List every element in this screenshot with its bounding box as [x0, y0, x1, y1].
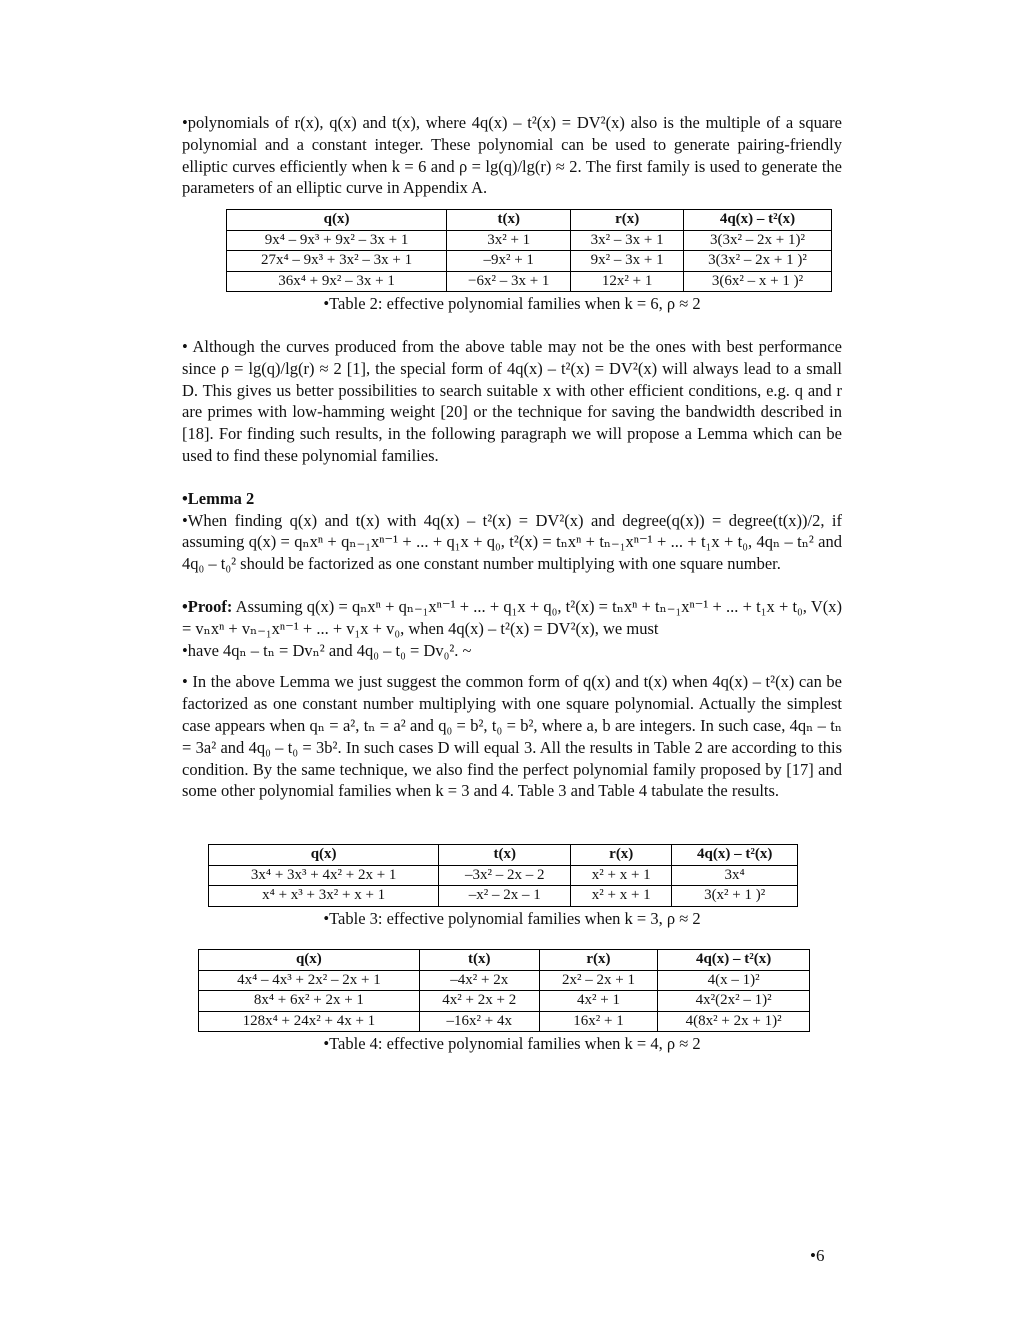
table-row: [227, 271, 832, 292]
header-cell: q(x): [227, 210, 447, 231]
table-cell: 4x²(2x² – 1)²: [658, 991, 810, 1012]
table-cell: 3x⁴: [672, 865, 798, 886]
table-2-caption: •Table 2: effective polynomial families when k = 6, ρ ≈ 2: [323, 294, 701, 314]
table-header-row: [199, 950, 810, 971]
header-cell: 4q(x) – t²(x): [658, 950, 810, 971]
header-cell: r(x): [571, 210, 684, 231]
header-cell: t(x): [447, 210, 571, 231]
table-cell: 16x² + 1: [539, 1011, 658, 1032]
page-number: •6: [810, 1246, 825, 1265]
table-cell: 8x⁴ + 6x² + 2x + 1: [199, 991, 420, 1012]
table-header-row: [227, 210, 832, 231]
paragraph-intro: •polynomials of r(x), q(x) and t(x), where 4q(x) – t²(x) = DV²(x) also is the multiple of a square polynomial and a constant integer. These polynomial can be used to generate pairing-friendly elliptic curves efficiently when k = 6 and ρ = lg(q)/lg(r) ≈ 2. The first family is used to generate the parameters of an elliptic curve in Appendix A.: [182, 113, 842, 198]
table-3-caption: •Table 3: effective polynomial families when k = 3, ρ ≈ 2: [323, 908, 701, 928]
paragraph-explanation: • In the above Lemma we just suggest the common form of q(x) and t(x) when 4q(x) – t²(x) can be factorized as one constant number multiplying with one square polynomial. Actually the simplest case appears when qₙ = a², tₙ = a² and q₀ = b², t₀ = b², where a, b are integers. In such case, 4qₙ – tₙ = 3a² and 4q₀ – t₀ = 3b². In such cases D will equal 3. All the results in Table 2 are according to this condition. By the same technique, we also find the perfect polynomial family proposed by [17] and some other polynomial families when k = 3 and 4. Table 3 and Table 4 tabulate the results.: [182, 672, 842, 801]
table-cell: x⁴ + x³ + 3x² + x + 1: [209, 886, 439, 907]
table-cell: 128x⁴ + 24x² + 4x + 1: [199, 1011, 420, 1032]
header-cell: q(x): [199, 950, 420, 971]
header-cell: q(x): [209, 845, 439, 866]
table-2: [226, 209, 832, 292]
table-cell: 9x⁴ – 9x³ + 9x² – 3x + 1: [227, 230, 447, 251]
proof-conclusion: •have 4qₙ – tₙ = Dvₙ² and 4q₀ – t₀ = Dv₀². ~: [182, 640, 472, 660]
table-cell: –16x² + 4x: [419, 1011, 539, 1032]
table-row: [227, 230, 832, 251]
table-cell: 3(3x² – 2x + 1)²: [683, 230, 831, 251]
paper-page: [182, 112, 842, 1055]
table-cell: x² + x + 1: [571, 865, 672, 886]
table-cell: –4x² + 2x: [419, 970, 539, 991]
header-cell: 4q(x) – t²(x): [672, 845, 798, 866]
table-cell: –x² – 2x – 1: [439, 886, 571, 907]
table-cell: 2x² – 2x + 1: [539, 970, 658, 991]
table-cell: 3(6x² – x + 1 )²: [683, 271, 831, 292]
table-cell: 4x² + 1: [539, 991, 658, 1012]
table-cell: 4(x – 1)²: [658, 970, 810, 991]
lemma-title: •Lemma 2: [182, 488, 255, 508]
table-cell: x² + x + 1: [571, 886, 672, 907]
table-cell: 3(x² + 1 )²: [672, 886, 798, 907]
header-cell: t(x): [439, 845, 571, 866]
header-cell: t(x): [419, 950, 539, 971]
table-header-row: [209, 845, 798, 866]
lemma-body: •When finding q(x) and t(x) with 4q(x) – t²(x) = DV²(x) and degree(q(x)) = degree(t(x))/2, if assuming q(x) = qₙxⁿ + qₙ₋₁xⁿ⁻¹ + ... + q₁x + q₀, t²(x) = tₙxⁿ + tₙ₋₁xⁿ⁻¹ + ... + t₁x + t₀, 4qₙ – tₙ² and 4q₀ – t₀² should be factorized as one constant number multiplying with one square number.: [182, 510, 842, 574]
table-row: [199, 991, 810, 1012]
table-4: [198, 949, 810, 1032]
table-cell: –9x² + 1: [447, 251, 571, 272]
header-cell: 4q(x) – t²(x): [683, 210, 831, 231]
table-cell: 3x² – 3x + 1: [571, 230, 684, 251]
table-cell: 12x² + 1: [571, 271, 684, 292]
table-row: [227, 251, 832, 272]
table-row: [209, 865, 798, 886]
table-cell: 4x⁴ – 4x³ + 2x² – 2x + 1: [199, 970, 420, 991]
table-cell: 4x² + 2x + 2: [419, 991, 539, 1012]
table-cell: 9x² – 3x + 1: [571, 251, 684, 272]
table-4-caption: •Table 4: effective polynomial families when k = 4, ρ ≈ 2: [323, 1034, 701, 1054]
header-cell: r(x): [539, 950, 658, 971]
header-cell: r(x): [571, 845, 672, 866]
table-cell: 3(3x² – 2x + 1 )²: [683, 251, 831, 272]
table-cell: 36x⁴ + 9x² – 3x + 1: [227, 271, 447, 292]
table-row: [209, 886, 798, 907]
proof-label: •Proof:: [182, 596, 233, 616]
proof-paragraph: [182, 596, 842, 640]
table-3: [208, 844, 798, 907]
paragraph-discussion: • Although the curves produced from the above table may not be the ones with best performance since ρ = lg(q)/lg(r) ≈ 2 [1], the special form of 4q(x) – t²(x) = DV²(x) will always lead to a small D. This gives us better possibilities to search suitable x with other efficient conditions, e.g. q and r are primes with low-hamming weight [20] or the technique for saving the bandwidth described in [18]. For finding such results, in the following paragraph we will propose a Lemma which can be used to find these polynomial families.: [182, 336, 842, 465]
table-cell: 4(8x² + 2x + 1)²: [658, 1011, 810, 1032]
table-cell: 27x⁴ – 9x³ + 3x² – 3x + 1: [227, 251, 447, 272]
table-cell: −6x² – 3x + 1: [447, 271, 571, 292]
proof-body: Assuming q(x) = qₙxⁿ + qₙ₋₁xⁿ⁻¹ + ... + q₁x + q₀, t²(x) = tₙxⁿ + tₙ₋₁xⁿ⁻¹ + ... + t₁x + t₀, V(x) = vₙxⁿ + vₙ₋₁xⁿ⁻¹ + ... + v₁x + v₀, when 4q(x) – t²(x) = DV²(x), we must: [182, 596, 842, 638]
table-cell: 3x² + 1: [447, 230, 571, 251]
table-row: [199, 1011, 810, 1032]
table-row: [199, 970, 810, 991]
table-cell: –3x² – 2x – 2: [439, 865, 571, 886]
table-cell: 3x⁴ + 3x³ + 4x² + 2x + 1: [209, 865, 439, 886]
